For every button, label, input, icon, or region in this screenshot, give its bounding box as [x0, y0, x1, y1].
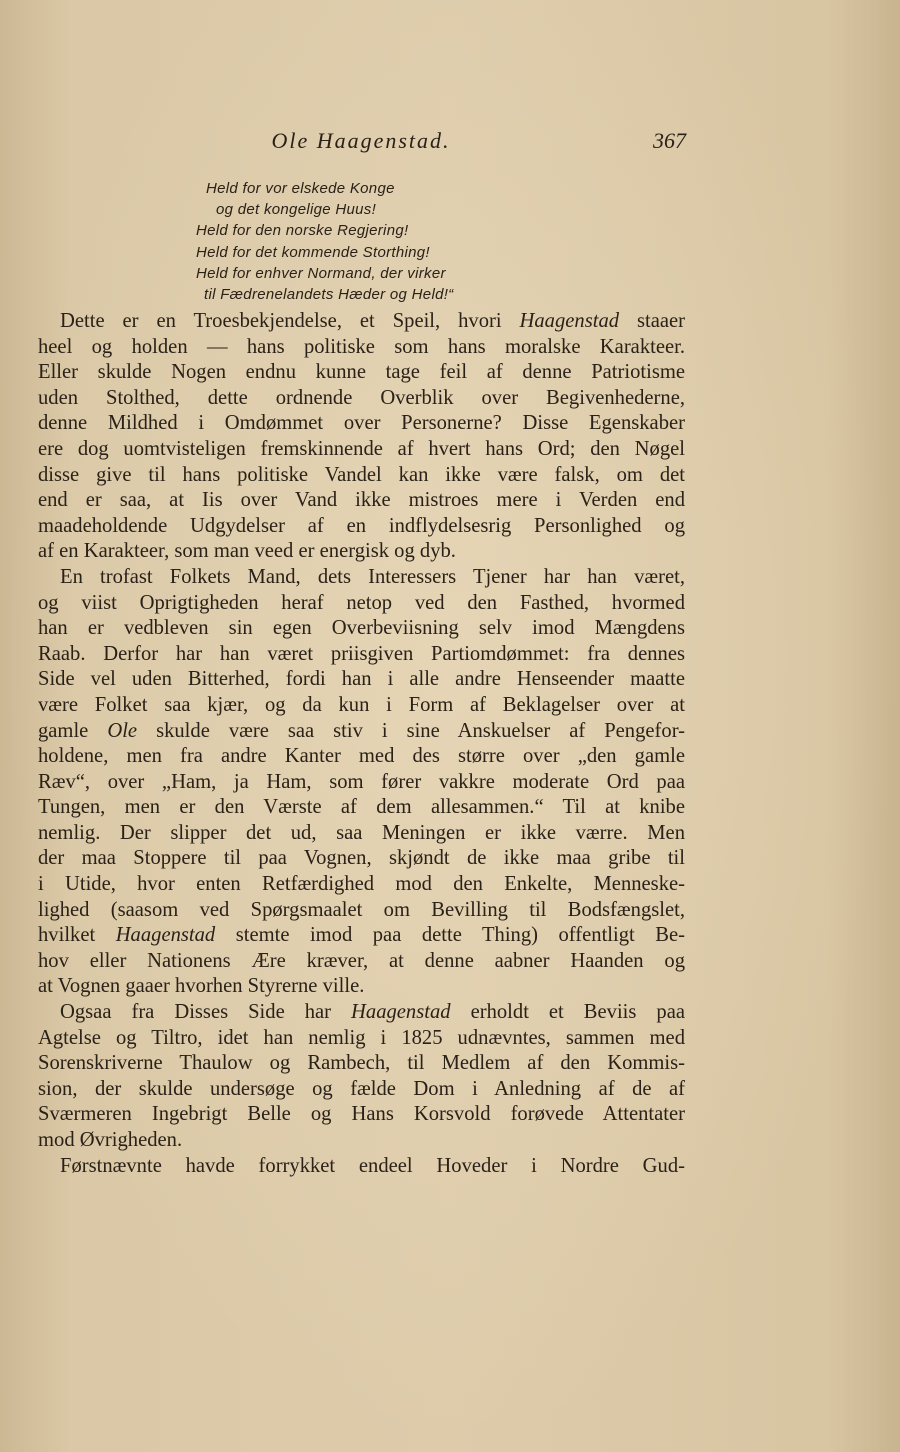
- text-line: Tungen, men er den Værste af dem allesammen.“ Til at knibe: [38, 796, 685, 819]
- poem-line: Held for det kommende Storthing!: [196, 243, 430, 261]
- text-line: hov eller Nationens Ære kræver, at denne aabner Haanden og: [38, 949, 685, 972]
- text-line: Ræv“, over „Ham, ja Ham, som fører vakkre moderate Ord paa: [38, 770, 685, 793]
- body-text: [38, 309, 685, 1179]
- text-line: Side vel uden Bitterhed, fordi han i alle andre Henseender maatte: [38, 668, 685, 691]
- text-line: disse give til hans politiske Vandel kan ikke være falsk, om det: [38, 463, 685, 486]
- text-line: Ogsaa fra Disses Side har Haagenstad erholdt et Beviis paa: [60, 1001, 685, 1024]
- text-line: Agtelse og Tiltro, idet han nemlig i 1825 udnævntes, sammen med: [38, 1026, 685, 1049]
- text-line: mod Øvrigheden.: [38, 1129, 183, 1151]
- name-haagenstad: Haagenstad: [351, 1001, 451, 1024]
- text-line: uden Stolthed, dette ordnende Overblik over Begivenhederne,: [38, 386, 685, 409]
- name-haagenstad: Haagenstad: [115, 924, 216, 947]
- text-line: nemlig. Der slipper det ud, saa Meningen er ikke værre. Men: [38, 821, 685, 844]
- text-line: heel og holden — hans politiske som hans moralske Karakteer.: [38, 335, 685, 358]
- text-line: af en Karakteer, som man veed er energisk og dyb.: [38, 540, 456, 563]
- text-line: være Folket saa kjær, og da kun i Form af Beklagelser over at: [38, 693, 685, 716]
- text-line: Eller skulde Nogen endnu kunne tage feil af denne Patriotisme: [38, 361, 685, 384]
- poem-line: Held for enhver Normand, der virker: [196, 264, 446, 282]
- poem-quote: [196, 178, 453, 305]
- text-line: maadeholdende Udgydelser af en indflydelsesrig Personlighed og: [38, 514, 685, 537]
- text-line: denne Mildhed i Omdømmet over Personerne? Disse Egenskaber: [38, 412, 685, 435]
- text-line: gamle Ole skulde være saa stiv i sine Anskuelser af Pengefor-: [38, 719, 686, 742]
- text-line: han er vedbleven sin egen Overbeviisning selv imod Mængdens: [38, 617, 685, 640]
- name-haagenstad: Haagenstad: [519, 310, 620, 332]
- text-line: holdene, men fra andre Kanter med des større over „den gamle: [38, 745, 685, 768]
- poem-line: til Fædrenelandets Hæder og Held!“: [204, 286, 454, 304]
- name-ole: Ole: [107, 719, 138, 742]
- text-line: sion, der skulde undersøge og fælde Dom i Anledning af de af: [38, 1077, 685, 1100]
- text-line: lighed (saasom ved Spørgsmaalet om Bevilling til Bodsfængslet,: [38, 898, 685, 921]
- poem-line: Held for den norske Regjering!: [196, 222, 409, 240]
- text-line: i Utide, hvor enten Retfærdighed mod den Enkelte, Menneske-: [38, 873, 685, 896]
- text-line: En trofast Folkets Mand, dets Interessers Tjener har han været,: [60, 565, 685, 588]
- poem-line: og det kongelige Huus!: [216, 201, 377, 219]
- text-line: Raab. Derfor har han været priisgiven Partiomdømmet: fra dennes: [38, 642, 685, 665]
- text-line: Sværmeren Ingebrigt Belle og Hans Korsvold forøvede Attentater: [38, 1103, 685, 1126]
- page-header: [36, 124, 686, 160]
- text-line: der maa Stoppere til paa Vognen, skjøndt de ikke maa gribe til: [38, 847, 685, 870]
- text-line: Dette er en Troesbekjendelse, et Speil, hvori Haagenstad staaer: [60, 310, 685, 332]
- text-line: at Vognen gaaer hvorhen Styrerne ville.: [38, 975, 365, 998]
- page-number: 367: [653, 128, 686, 153]
- text-line: Sorenskriverne Thaulow og Rambech, til Medlem af den Kommis-: [38, 1052, 685, 1075]
- text-line: end er saa, at Iis over Vand ikke mistroes mere i Verden end: [38, 489, 685, 512]
- poem-line: Held for vor elskede Konge: [206, 180, 395, 197]
- text-line: ere dog uomtvisteligen fremskinnende af hvert hans Ord; den Nøgel: [38, 437, 685, 460]
- text-line: og viist Oprigtigheden heraf netop ved den Fasthed, hvormed: [38, 591, 685, 614]
- text-line: Førstnævnte havde forrykket endeel Hoveder i Nordre Gud-: [60, 1154, 685, 1177]
- text-line: hvilket Haagenstad stemte imod paa dette Thing) offentligt Be-: [38, 924, 685, 947]
- running-title: Ole Haagenstad.: [271, 128, 451, 153]
